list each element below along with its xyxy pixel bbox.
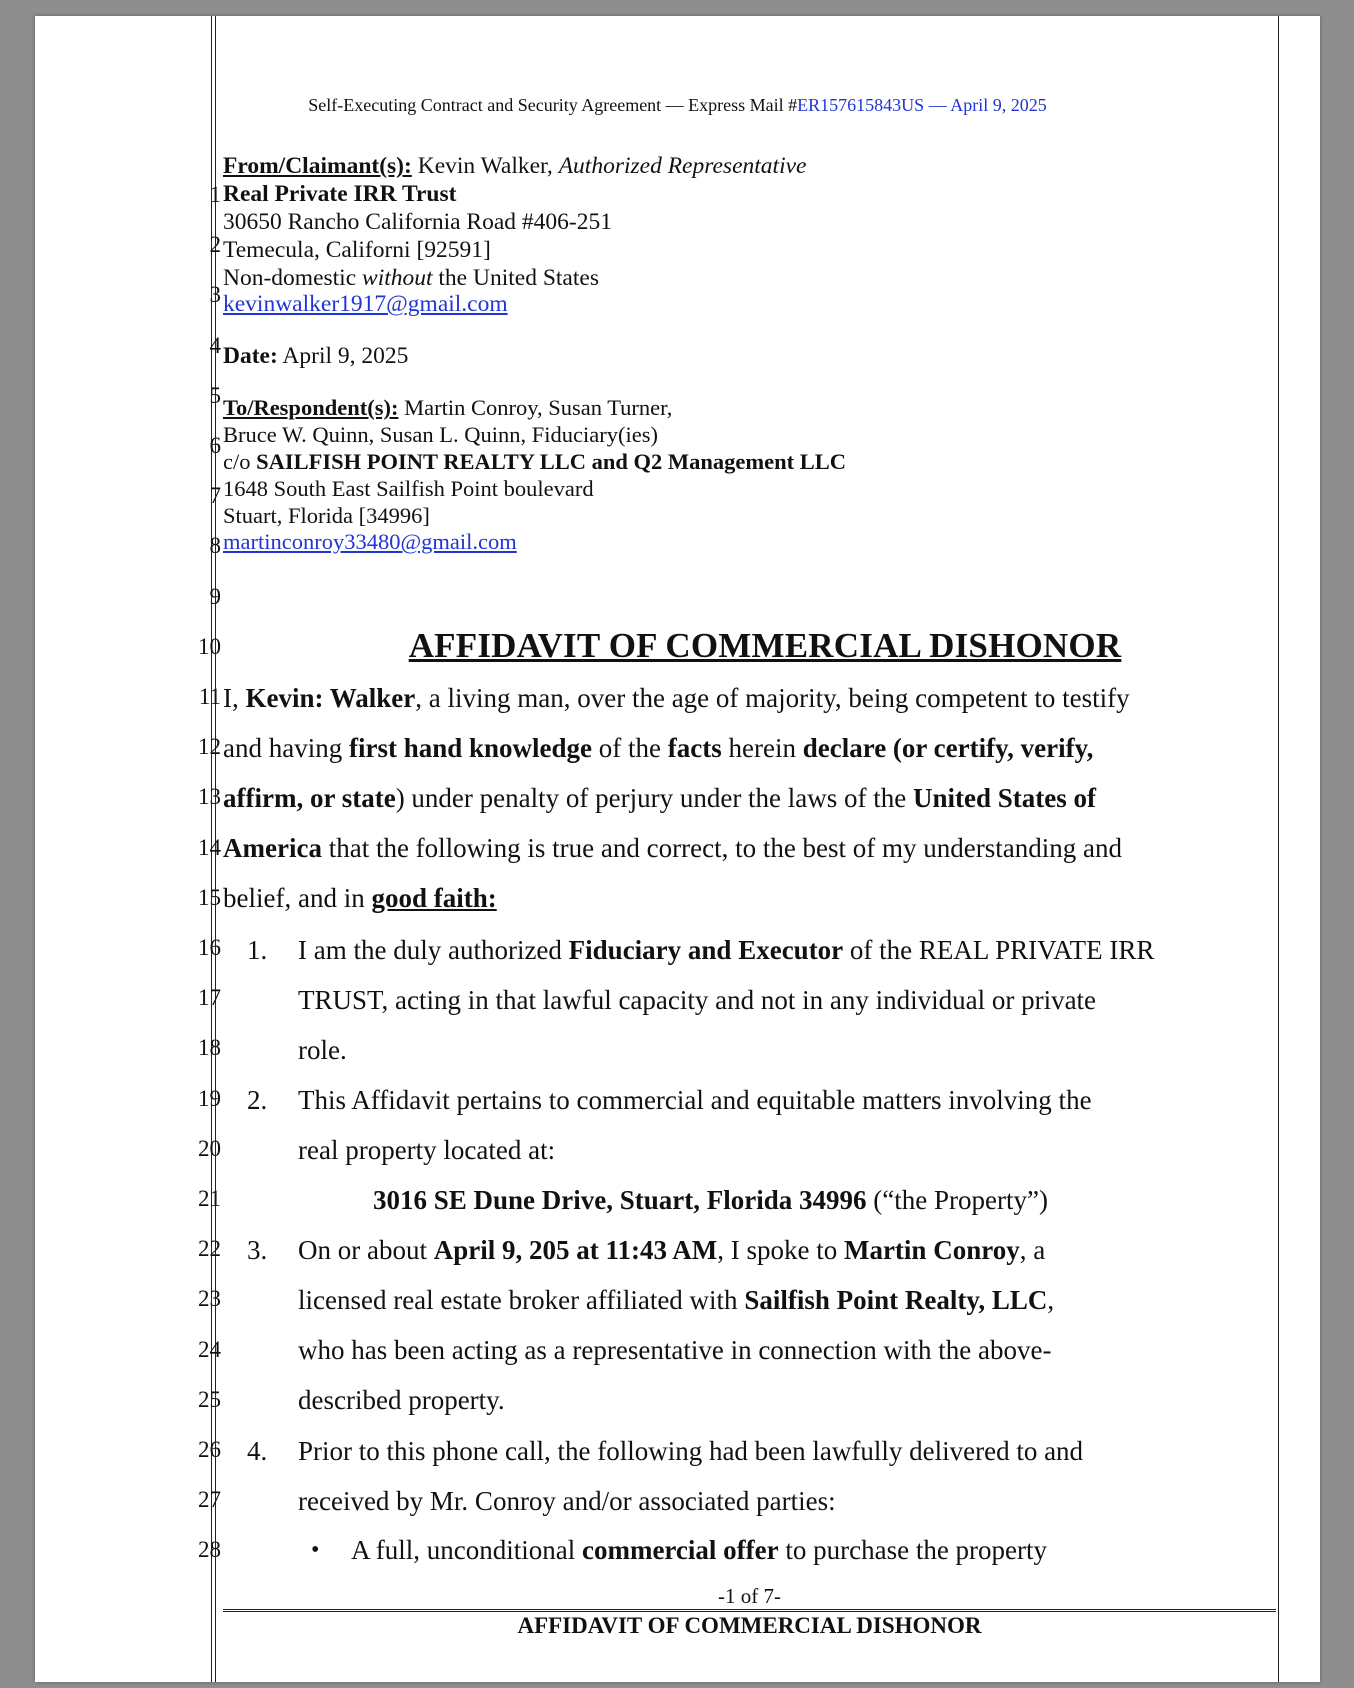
line-number: 10 xyxy=(198,633,221,659)
tracking-number: ER157615843US xyxy=(797,95,925,115)
line-number: 2 xyxy=(209,232,221,258)
item-1-line-3: role. xyxy=(298,1035,347,1065)
running-header: Self-Executing Contract and Security Agreement — Express Mail #ER157615843US — April 9, 2025 xyxy=(308,95,1047,115)
line-number: 23 xyxy=(198,1286,221,1312)
intro-line-12: and having first hand knowledge of the facts herein declare (or certify, verify, xyxy=(223,733,1094,763)
line-number: 7 xyxy=(209,483,221,509)
line-number: 25 xyxy=(198,1386,221,1412)
from-email-link[interactable]: kevinwalker1917@gmail.com xyxy=(223,291,508,317)
footer-divider xyxy=(223,1609,1276,1610)
document-title: AFFIDAVIT OF COMMERCIAL DISHONOR xyxy=(408,626,1122,665)
line-number: 4 xyxy=(209,332,221,358)
bullet-icon: • xyxy=(311,1537,320,1563)
bullet-line-1: A full, unconditional commercial offer to purchase the property xyxy=(351,1535,1048,1565)
intro-line-13: affirm, or state) under penalty of perjury under the laws of the United States of xyxy=(223,783,1097,813)
line-number: 22 xyxy=(198,1236,221,1262)
to-email-link[interactable]: martinconroy33480@gmail.com xyxy=(223,529,517,554)
from-org: Real Private IRR Trust xyxy=(223,181,457,207)
date-line: Date: April 9, 2025 xyxy=(223,343,409,369)
page-number: -1 of 7- xyxy=(718,1584,781,1608)
to-line-5: Stuart, Florida [34996] xyxy=(223,503,430,528)
intro-line-11: I, Kevin: Walker, a living man, over the age of majority, being competent to testify xyxy=(223,683,1130,713)
intro-line-14: America that the following is true and correct, to the best of my understanding and xyxy=(223,833,1122,863)
line-number: 8 xyxy=(209,533,221,559)
from-address-3: Non-domestic without the United States xyxy=(223,265,599,291)
line-number: 9 xyxy=(209,583,221,609)
line-number: 18 xyxy=(198,1035,221,1061)
from-address-1: 30650 Rancho California Road #406-251 xyxy=(223,209,612,235)
line-number: 13 xyxy=(198,784,221,810)
margin-rule-right xyxy=(1278,16,1279,1682)
to-line-3: c/o SAILFISH POINT REALTY LLC and Q2 Management LLC xyxy=(223,449,847,474)
item-number: 2. xyxy=(247,1085,268,1115)
intro-line-15: belief, and in good faith: xyxy=(223,883,497,913)
line-number: 17 xyxy=(198,985,221,1011)
line-number: 19 xyxy=(198,1085,221,1111)
line-number: 28 xyxy=(198,1537,221,1563)
line-number: 11 xyxy=(198,684,221,709)
line-number: 24 xyxy=(198,1336,221,1362)
line-number: 14 xyxy=(198,834,221,860)
line-number: 6 xyxy=(209,433,221,458)
line-number: 20 xyxy=(198,1135,221,1161)
item-number: 1. xyxy=(247,935,268,965)
item-3-line-1: On or about April 9, 205 at 11:43 AM, I spoke to Martin Conroy, a xyxy=(298,1235,1046,1265)
item-4-line-1: Prior to this phone call, the following had been lawfully delivered to and xyxy=(298,1436,1084,1466)
line-number: 3 xyxy=(209,282,221,308)
document-page xyxy=(35,16,1320,1682)
to-line: To/Respondent(s): Martin Conroy, Susan Turner, xyxy=(223,395,673,420)
item-2-line-2: real property located at: xyxy=(298,1135,556,1165)
to-line-4: 1648 South East Sailfish Point boulevard xyxy=(223,476,594,501)
line-number: 1 xyxy=(209,182,221,207)
item-3-line-2: licensed real estate broker affiliated with Sailfish Point Realty, LLC, xyxy=(298,1285,1055,1315)
footer-divider xyxy=(223,1611,1276,1612)
item-1-line-2: TRUST, acting in that lawful capacity and not in any individual or private xyxy=(298,985,1097,1015)
item-3-line-4: described property. xyxy=(298,1385,505,1415)
line-number: 16 xyxy=(198,935,221,960)
item-number: 3. xyxy=(247,1235,268,1265)
line-number: 5 xyxy=(209,382,221,408)
line-number: 12 xyxy=(198,734,221,760)
line-number: 26 xyxy=(198,1437,221,1462)
item-1-line-1: I am the duly authorized Fiduciary and Executor of the REAL PRIVATE IRR xyxy=(298,935,1155,965)
footer-title: AFFIDAVIT OF COMMERCIAL DISHONOR xyxy=(517,1613,982,1638)
to-line-2: Bruce W. Quinn, Susan L. Quinn, Fiduciary(ies) xyxy=(223,422,658,447)
item-2-line-1: This Affidavit pertains to commercial and equitable matters involving the xyxy=(298,1085,1092,1115)
from-address-2: Temecula, Californi [92591] xyxy=(223,237,491,263)
from-line: From/Claimant(s): Kevin Walker, Authorized Representative xyxy=(223,153,807,179)
item-4-line-2: received by Mr. Conroy and/or associated parties: xyxy=(298,1486,836,1516)
line-number: 15 xyxy=(198,884,221,910)
item-3-line-3: who has been acting as a representative in connection with the above- xyxy=(298,1335,1052,1365)
item-number: 4. xyxy=(247,1436,268,1466)
line-number: 27 xyxy=(198,1487,221,1513)
line-number: 21 xyxy=(198,1186,221,1211)
property-address: 3016 SE Dune Drive, Stuart, Florida 34996 (“the Property”) xyxy=(373,1185,1048,1215)
